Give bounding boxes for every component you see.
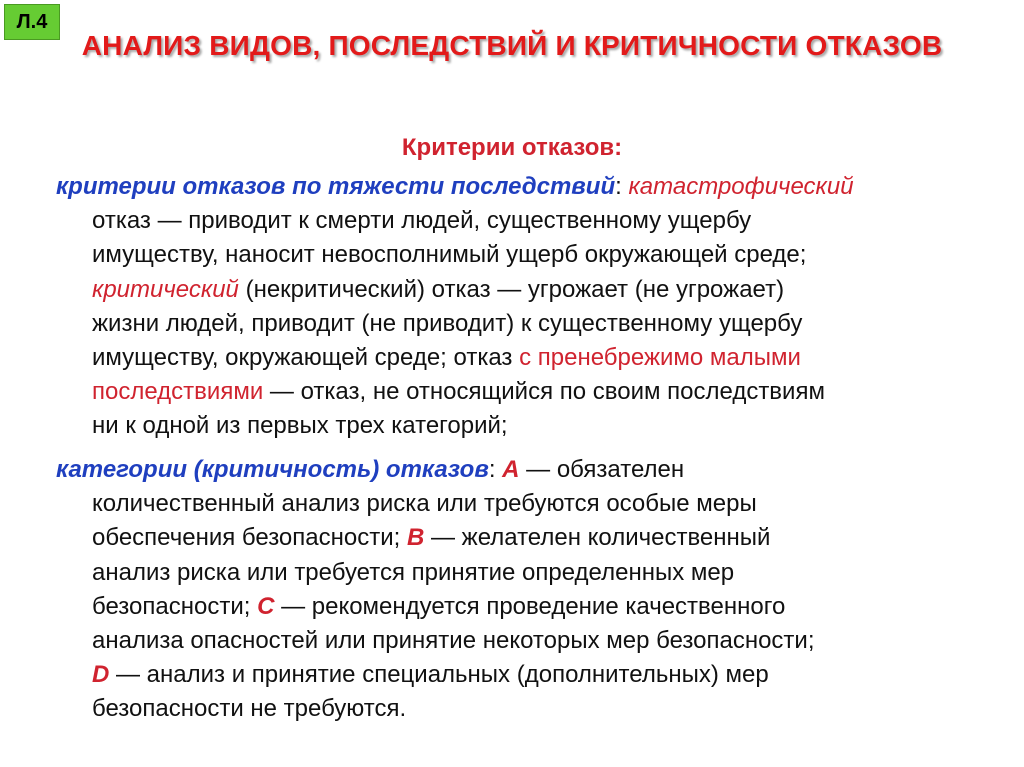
text-fragment: — желателен количественный (424, 524, 771, 552)
text-line: ни к одной из первых трех категорий; (92, 412, 508, 440)
text-line: отказ — приводит к смерти людей, существенному ущербу (92, 207, 752, 235)
text-fragment: — анализ и принятие специальных (дополнительных) мер (109, 661, 769, 689)
text-fragment: безопасности; (92, 592, 258, 620)
text-line: анализ риска или требуется принятие определенных мер (92, 558, 735, 586)
negligible-term-cont: последствиями (92, 378, 264, 406)
text-line: безопасности не требуются. (92, 695, 407, 723)
text-line (56, 273, 996, 307)
negligible-term: с пренебрежимо малыми (519, 343, 801, 371)
category-a-label: А (502, 456, 520, 483)
text-line (56, 341, 996, 375)
slide-title: АНАЛИЗ ВИДОВ, ПОСЛЕДСТВИЙ И КРИТИЧНОСТИ ОТКАЗОВ (81, 30, 943, 61)
category-b-label: В (406, 524, 425, 552)
category-d-label: D (92, 661, 110, 689)
text-fragment: — обязателен (519, 456, 685, 483)
text-fragment: — рекомендуется проведение качественного (274, 592, 786, 620)
catastrophic-term: катастрофический (628, 173, 854, 200)
criticality-categories-term: категории (критичность) отказов (56, 456, 489, 483)
text-fragment: : (488, 456, 503, 483)
text-line: анализа опасностей или принятие некоторых мер безопасности; (92, 626, 815, 654)
text-line (56, 590, 996, 624)
text-fragment: имуществу, окружающей среде; отказ (92, 343, 520, 371)
text-fragment: (некритический) отказ — угрожает (не угрожает) (238, 275, 785, 303)
text-line (56, 521, 996, 555)
text-line: имуществу, наносит невосполнимый ущерб окружающей среде; (92, 241, 807, 269)
category-c-label: С (257, 592, 275, 620)
text-line (56, 375, 996, 409)
text-line (56, 658, 996, 692)
criticality-categories-paragraph (56, 453, 996, 727)
text-line: количественный анализ риска или требуются особые меры (92, 490, 757, 518)
text-line (56, 453, 996, 487)
severity-criteria-term: критерии отказов по тяжести последствий (56, 173, 616, 200)
severity-criteria-paragraph (56, 170, 996, 444)
text-fragment: обеспечения безопасности; (92, 524, 407, 552)
text-fragment: — отказ, не относящийся по своим последствиям (263, 378, 825, 406)
text-fragment: : (615, 173, 629, 200)
slide-number-badge: Л.4 (4, 4, 60, 40)
text-line (56, 170, 996, 204)
text-line: жизни людей, приводит (не приводит) к существенному ущербу (92, 309, 803, 337)
critical-term: критический (92, 275, 239, 303)
section-subtitle: Критерии отказов: (401, 134, 623, 161)
